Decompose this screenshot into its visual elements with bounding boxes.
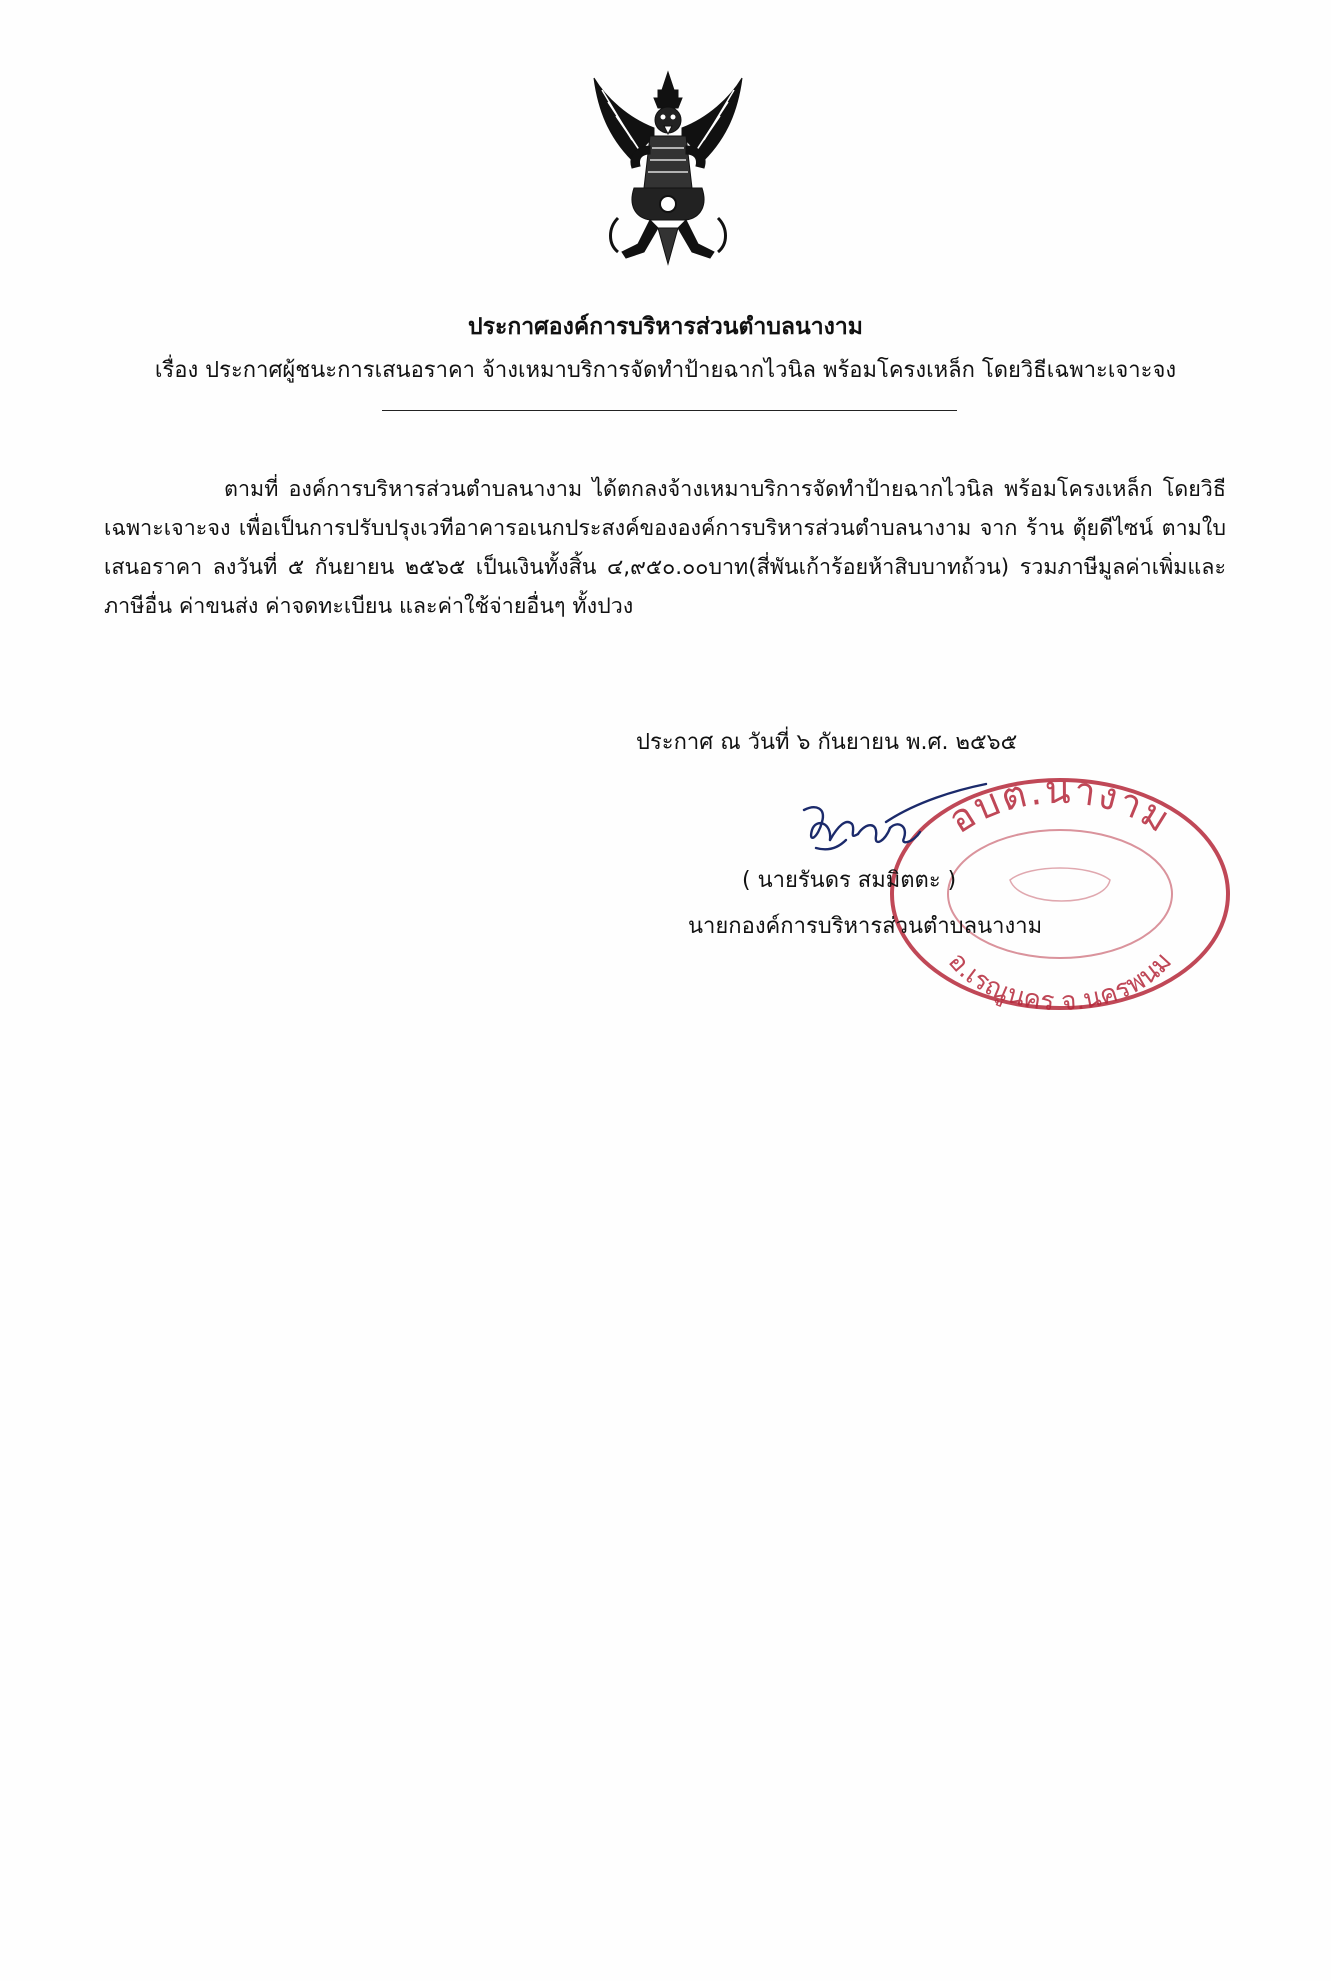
- signer-name: ( นายรันดร สมมิตตะ ): [742, 868, 957, 893]
- title-divider: [382, 410, 957, 411]
- signer-position: นายกองค์การบริหารส่วนตำบลนางาม: [688, 914, 1043, 939]
- garuda-emblem-icon: [588, 68, 748, 268]
- body-paragraph: ตามที่ องค์การบริหารส่วนตำบลนางาม ได้ตกลงจ้างเหมาบริการจัดทำป้ายฉากไวนิล พร้อมโครงเหล็ก โดยวิธีเฉพาะเจาะจง เพื่อเป็นการปรับปรุงเวทีอาคารอเนกประสงค์ขององค์การบริหารส่วนตำบลนางาม จาก ร้าน ตุ้ยดีไซน์ ตามใบเสนอราคา ลงวันที่ ๕ กันยายน ๒๕๖๕ เป็นเงินทั้งสิ้น ๔,๙๕๐.๐๐บาท(สี่พันเก้าร้อยห้าสิบบาทถ้วน) รวมภาษีมูลค่าเพิ่มและภาษีอื่น ค่าขนส่ง ค่าจดทะเบียน และค่าใช้จ่ายอื่นๆ ทั้งปวง: [104, 477, 1226, 619]
- announce-date: ประกาศ ณ วันที่ ๖ กันยายน พ.ศ. ๒๕๖๕: [636, 730, 1018, 755]
- document-body: [104, 470, 1226, 626]
- handwritten-signature: [786, 782, 996, 872]
- stamp-top-text: อบต.นางาม: [940, 768, 1180, 842]
- document-title: ประกาศองค์การบริหารส่วนตำบลนางาม: [468, 314, 863, 340]
- stamp-bottom-text: อ.เรณูนคร จ.นครพนม: [942, 946, 1178, 1018]
- document-subject: เรื่อง ประกาศผู้ชนะการเสนอราคา จ้างเหมาบริการจัดทำป้ายฉากไวนิล พร้อมโครงเหล็ก โดยวิธีเฉพาะเจาะจง: [154, 358, 1177, 383]
